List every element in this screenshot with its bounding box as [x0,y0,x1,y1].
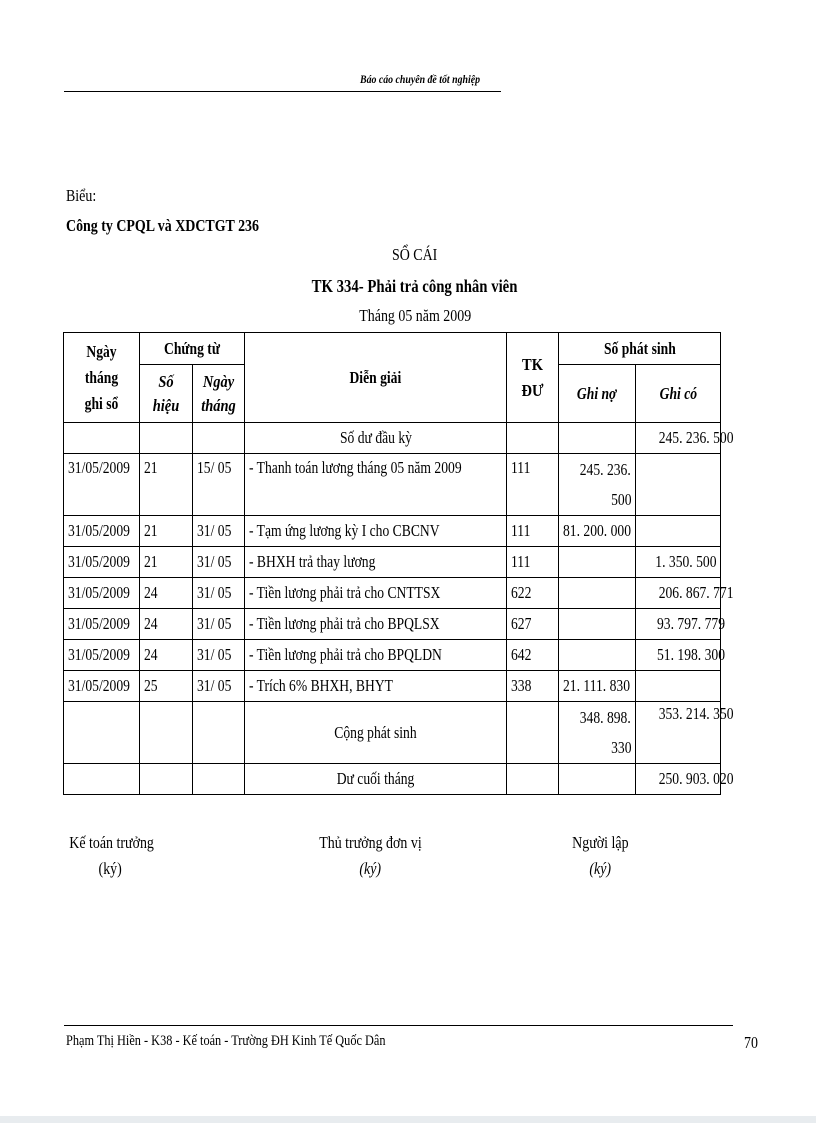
header-title: Báo cáo chuyên đề tốt nghiệp [360,72,481,86]
col-ghi-no: Ghi nợ [559,365,636,423]
opening-balance-row [64,423,721,454]
col-so-phat-sinh: Số phát sinh [559,333,721,365]
col-ghi-co: Ghi có [636,365,721,423]
bieu-label: Biểu: [66,186,97,205]
closing-balance-row [64,764,721,795]
col-ngay-ghi-so: Ngày tháng ghi sổ [64,333,140,423]
table-row: 31/05/2009 24 31/ 05 - Tiền lương phải trả cho CNTTSX 622 206. 867. 771 [64,578,721,609]
page-number: 70 [744,1033,758,1052]
opening-co: 245. 236. 500 [636,423,721,454]
col-so-hieu: Số hiệu [140,365,193,423]
opening-label: Số dư đầu kỳ [245,423,507,454]
total-co: 353. 214. 350 [636,702,721,764]
signature-chief-accountant: Kế toán trưởng (ký) [69,833,154,878]
table-row: 31/05/2009 21 15/ 05 - Thanh toán lương tháng 05 năm 2009 111 245. 236. 500 [64,454,721,516]
account-title: TK 334- Phải trả công nhân viên [312,276,518,296]
footer-rule [64,1025,733,1026]
ledger-title: SỔ CÁI [392,245,438,264]
signature-head-of-unit: Thủ trưởng đơn vị (ký) [318,833,422,878]
period-title: Tháng 05 năm 2009 [359,306,471,325]
table-row: 31/05/2009 24 31/ 05 - Tiền lương phải trả cho BPQLDN 642 51. 198. 300 [64,640,721,671]
closing-label: Dư cuối tháng [245,764,507,795]
footer-text: Phạm Thị Hiền - K38 - Kế toán - Trường ĐH Kinh Tế Quốc Dân [66,1033,386,1049]
col-tk-du: TK ĐƯ [507,333,559,423]
col-dien-giai: Diễn giải [245,333,507,423]
col-ngay-thang: Ngày tháng [193,365,245,423]
signature-preparer: Người lập (ký) [571,833,629,878]
company-name: Công ty CPQL và XDCTGT 236 [66,216,259,235]
table-row: 31/05/2009 24 31/ 05 - Tiền lương phải trả cho BPQLSX 627 93. 797. 779 [64,609,721,640]
closing-co: 250. 903. 020 [636,764,721,795]
header-rule [64,91,501,92]
table-row: 31/05/2009 21 31/ 05 - Tạm ứng lương kỳ I cho CBCNV 111 81. 200. 000 [64,516,721,547]
table-row: 31/05/2009 25 31/ 05 - Trích 6% BHXH, BHYT 338 21. 111. 830 [64,671,721,702]
ledger-table [63,332,734,795]
total-row [64,702,721,764]
table-row: 31/05/2009 21 31/ 05 - BHXH trả thay lương 111 1. 350. 500 [64,547,721,578]
col-chung-tu: Chứng từ [140,333,245,365]
total-no: 348. 898. 330 [559,702,636,764]
bottom-band [0,1116,816,1123]
total-label: Cộng phát sinh [245,702,507,764]
header-row [64,333,721,365]
